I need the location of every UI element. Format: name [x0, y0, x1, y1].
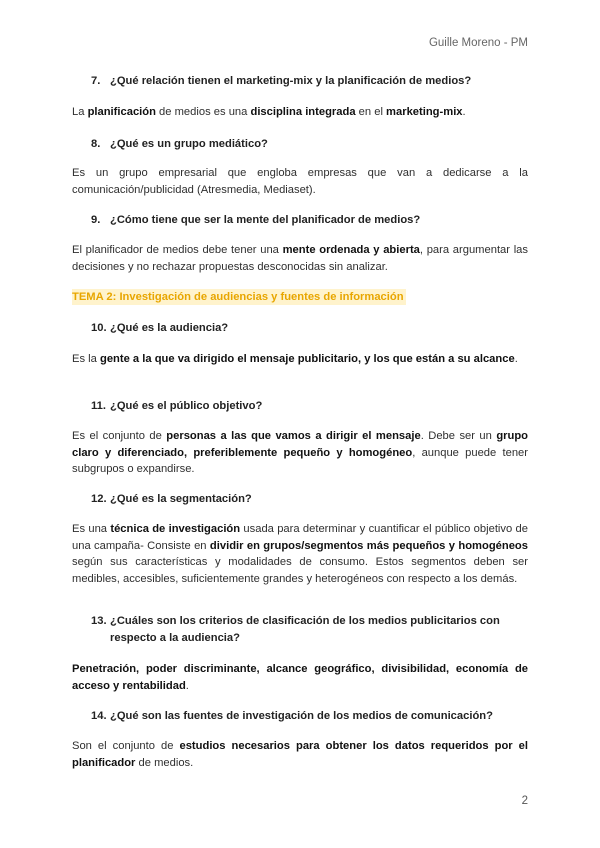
question-number: 7. [91, 75, 101, 87]
answer-bold: dividir en grupos/segmentos más pequeños y homogéneos [209, 539, 528, 552]
answer-text: , aunque puede tener subgrupos o expandirse. [72, 446, 528, 475]
answer-bold: técnica de investigación [110, 523, 241, 535]
answer-text: . [462, 106, 466, 118]
section-heading-tema-2: TEMA 2: Investigación de audiencias y fuentes de información [72, 291, 404, 303]
question-14 [91, 708, 531, 725]
answer-bold: grupo claro y diferenciado, preferiblemente pequeño y homogéneo [72, 430, 529, 459]
question-text: ¿Cuáles son los criterios de clasificación de los medios publicitarios con respecto a la audiencia? [110, 615, 500, 644]
question-number: 12. [91, 493, 107, 505]
question-number: 8. [91, 138, 101, 150]
answer-bold: mente ordenada y abierta [282, 244, 420, 256]
question-text: ¿Qué es la segmentación? [110, 493, 252, 505]
answer-text: Son el conjunto de [72, 740, 180, 752]
answer-bold: planificación [87, 106, 156, 118]
answer-9 [72, 242, 528, 275]
question-text: ¿Qué es la audiencia? [110, 322, 229, 334]
question-text: ¿Qué son las fuentes de investigación de los medios de comunicación? [110, 710, 493, 722]
answer-bold: marketing-mix [386, 106, 463, 118]
question-11 [91, 398, 531, 415]
question-number: 10. [91, 322, 107, 334]
answer-text: de medios es una [155, 106, 251, 118]
answer-bold: gente a la que va dirigido el mensaje publicitario, y los que están a su alcance [99, 353, 515, 365]
answer-text: Es la [72, 353, 100, 365]
question-number: 9. [91, 214, 101, 226]
answer-text: de medios. [135, 756, 194, 769]
question-13 [91, 613, 531, 647]
answer-bold: disciplina integrada [250, 106, 356, 118]
answer-14 [72, 738, 528, 771]
answer-bold: Penetración, poder discriminante, alcance geográfico, divisibilidad, economía de acceso y rentabilidad [72, 663, 528, 692]
answer-10 [72, 351, 528, 368]
answer-13 [72, 661, 528, 694]
question-10 [91, 320, 531, 337]
answer-7 [72, 104, 528, 121]
answer-text: La [72, 106, 88, 118]
answer-text: . [514, 353, 518, 365]
answer-text: . [185, 679, 189, 692]
answer-text: en el [355, 106, 387, 118]
answer-bold: estudios necesarios para obtener los datos requeridos por el planificador [72, 740, 529, 769]
question-number: 14. [91, 710, 107, 722]
question-12 [91, 491, 531, 508]
question-text: ¿Qué es el público objetivo? [110, 400, 263, 412]
question-number: 11. [91, 400, 106, 412]
answer-text: según sus características y modalidades de consumo. Estos segmentos deben ser medibles, accesibles, suficientemente grandes y heterogéneos con respecto a los demás. [72, 556, 528, 585]
answer-text: , para argumentar las decisiones y no rechazar propuestas desconocidas sin analizar. [72, 244, 529, 273]
question-7 [91, 73, 531, 90]
answer-8 [72, 165, 528, 198]
question-9 [91, 212, 531, 229]
answer-text: El planificador de medios debe tener una [72, 244, 283, 256]
question-number: 13. [91, 615, 107, 627]
question-text: ¿Cómo tiene que ser la mente del planificador de medios? [110, 214, 421, 226]
answer-text: Es una [72, 523, 111, 535]
answer-text: usada para determinar y cuantificar el público objetivo de una campaña- Consiste en [72, 523, 528, 552]
answer-text: Es el conjunto de [72, 430, 167, 442]
answer-11 [72, 428, 528, 478]
question-text: ¿Qué es un grupo mediático? [110, 138, 268, 150]
page-number: 2 [521, 795, 528, 807]
answer-text: . Debe ser un [420, 430, 497, 442]
question-8 [91, 136, 531, 153]
answer-12 [72, 521, 528, 587]
answer-text: Es un grupo empresarial que engloba empresas que van a dedicarse a la comunicación/publicidad (Atresmedia, Mediaset). [72, 167, 528, 196]
answer-bold: personas a las que vamos a dirigir el mensaje [166, 430, 421, 442]
header-author: Guille Moreno - PM [428, 37, 528, 49]
question-text: ¿Qué relación tienen el marketing-mix y la planificación de medios? [110, 75, 472, 87]
